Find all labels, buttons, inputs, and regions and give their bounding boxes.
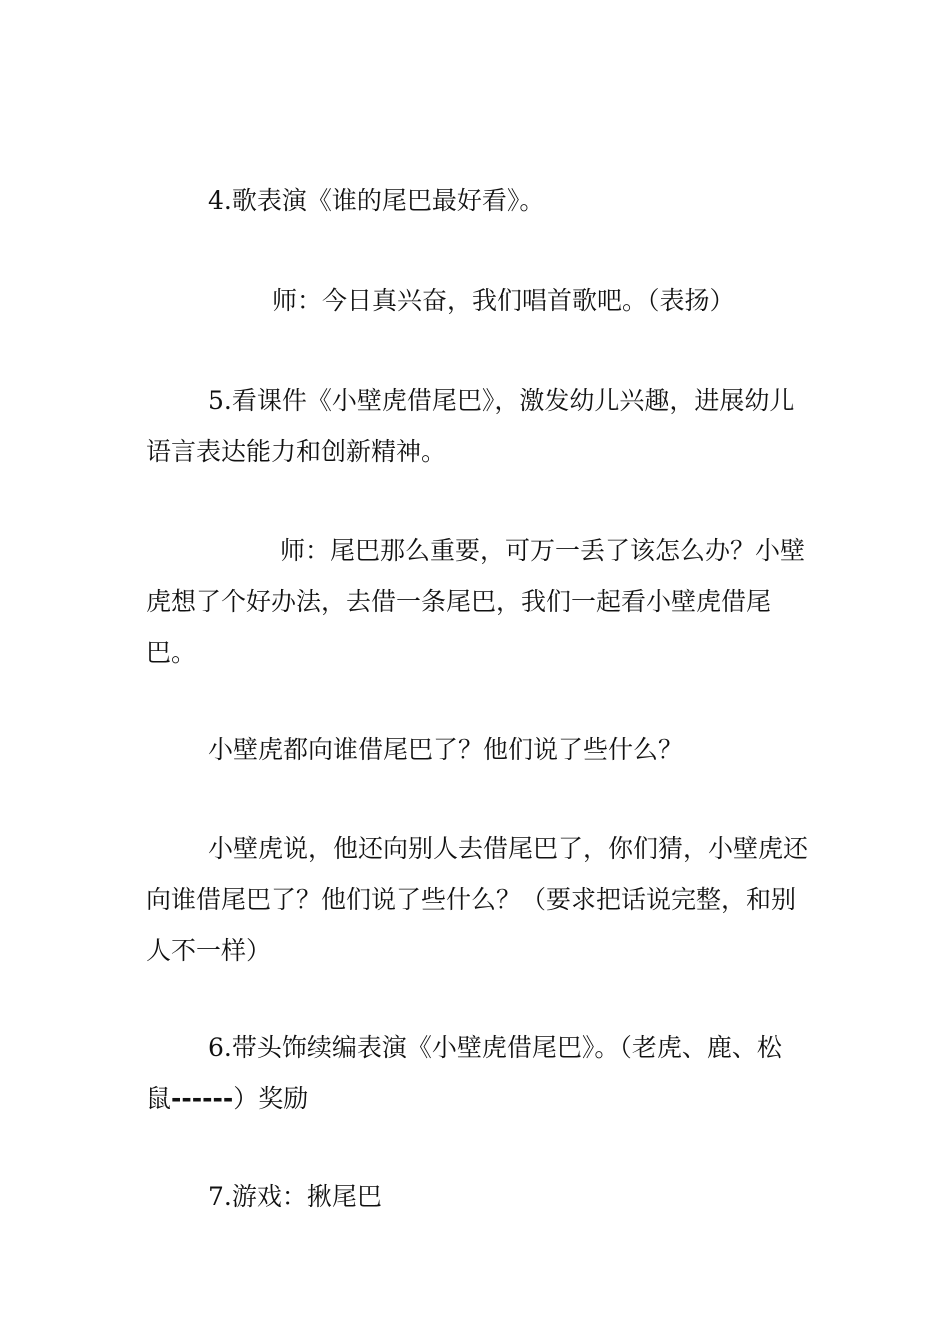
- paragraph-text: 小壁虎说，他还向别人去借尾巴了，你们猜，小壁虎还向谁借尾巴了？他们说了些什么？（要求把话说完整，和别人不一样）: [146, 834, 809, 965]
- paragraph-teacher-tail: [146, 525, 810, 678]
- paragraph-headdress-performance: [146, 1022, 810, 1124]
- paragraph-text: 7.游戏：揪尾巴: [208, 1182, 382, 1211]
- paragraph-game: [146, 1171, 810, 1222]
- paragraph-song-performance: [146, 175, 810, 226]
- paragraph-text: ）奖励: [233, 1084, 309, 1113]
- paragraph-question-who: [146, 724, 810, 775]
- paragraph-text: 师：尾巴那么重要，可万一丢了该怎么办？小壁虎想了个好办法，去借一条尾巴，我们一起看小壁虎借尾巴。: [146, 536, 806, 667]
- paragraph-teacher-song: [146, 275, 810, 326]
- paragraph-guess: [146, 823, 810, 976]
- paragraph-text: 6.带头饰续编表演《小壁虎借尾巴》。（老虎、鹿、松鼠: [146, 1033, 782, 1113]
- paragraph-text: 小壁虎都向谁借尾巴了？他们说了些什么？: [208, 735, 684, 764]
- paragraph-text: 师：今日真兴奋，我们唱首歌吧。（表扬）: [272, 286, 735, 315]
- paragraph-text: 5.看课件《小壁虎借尾巴》，激发幼儿兴趣，进展幼儿语言表达能力和创新精神。: [146, 386, 795, 466]
- paragraph-text: 4.歌表演《谁的尾巴最好看》。: [208, 186, 545, 215]
- dash-text: ------: [171, 1084, 234, 1113]
- paragraph-courseware: [146, 375, 810, 477]
